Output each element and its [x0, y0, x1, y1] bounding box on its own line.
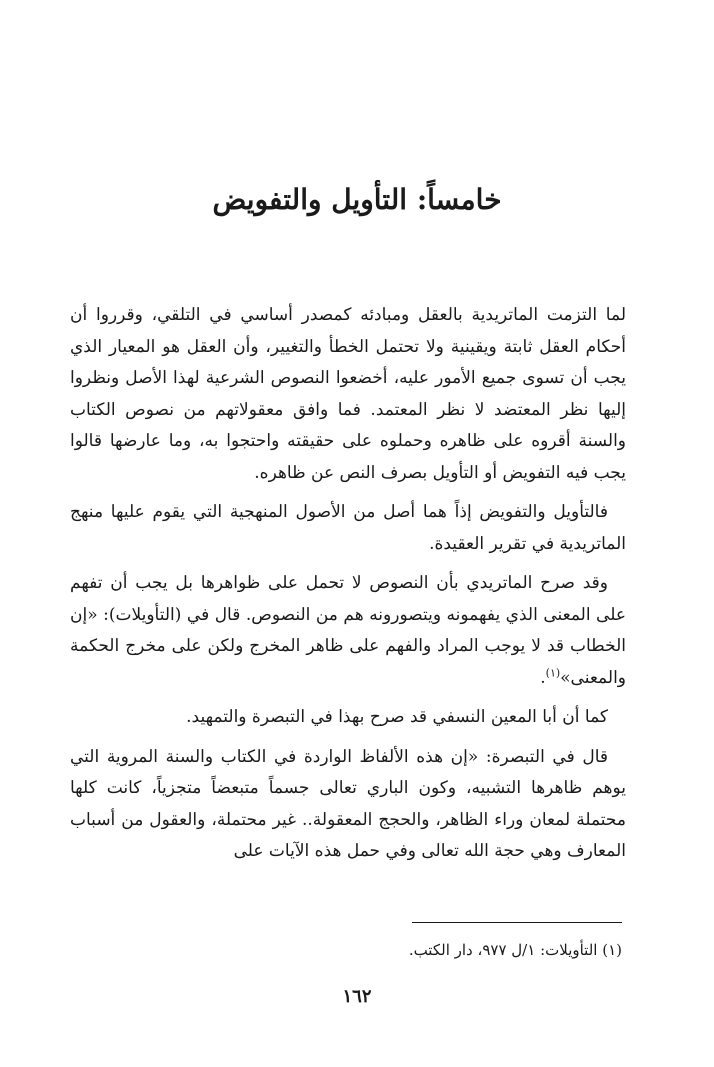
footnote-reference: (١): [545, 665, 561, 679]
paragraph-3: [70, 568, 626, 694]
paragraph-3-end: .: [540, 667, 546, 688]
paragraph-4: كما أن أبا المعين النسفي قد صرح بهذا في التبصرة والتمهيد.: [186, 707, 608, 727]
main-text: [70, 300, 626, 876]
page-number: ١٦٢: [342, 986, 372, 1007]
paragraph-3-text: وقد صرح الماتريدي بأن النصوص لا تحمل على ظواهرها بل يجب أن تفهم على المعنى الذي يفهمونه ويتصورونه هم من النصوص. قال في (التأويلات): «إن الخطاب قد لا يوجب المراد والفهم على ظاهر المخرج ولكن على مخرج الحكمة والمعنى»: [70, 573, 626, 688]
paragraph-1: لما التزمت الماتريدية بالعقل ومبادئه كمصدر أساسي في التلقي، وقرروا أن أحكام العقل ثابتة ويقينية ولا تحتمل الخطأ والتغيير، وأن العقل هو المعيار الذي يجب أن تسوى جميع الأمور عليه، أخضعوا النصوص الشرعية لهذا الأصل ونظروا إليها نظر المعتضد لا نظر المعتمد. فما وافق معقولاتهم من نصوص الكتاب والسنة أقروه على ظاهره وحملوه على حقيقته واحتجوا به، وما عارضها قالوا يجب فيه التفويض أو التأويل بصرف النص عن ظاهره.: [70, 305, 626, 483]
footnote-divider: [412, 922, 622, 923]
paragraph-2: فالتأويل والتفويض إذاً هما أصل من الأصول المنهجية التي يقوم عليها منهج الماتريدية في تقرير العقيدة.: [70, 502, 626, 554]
paragraph-5: قال في التبصرة: «إن هذه الألفاظ الواردة في الكتاب والسنة المروية التي يوهم ظاهرها التشبيه، وكون الباري تعالى جسماً متبعضاً متجزياً، كانت كلها محتملة لمعان وراء الظاهر، والحجج المعقولة.. غير محتملة، والعقول من أسباب المعارف وهي حجة الله تعالى وفي حمل هذه الآيات على: [70, 746, 626, 861]
footnote: (١) التأويلات: ١/ل ٩٧٧، دار الكتب.: [408, 941, 622, 959]
section-title: خامساً: التأويل والتفويض: [212, 183, 502, 216]
